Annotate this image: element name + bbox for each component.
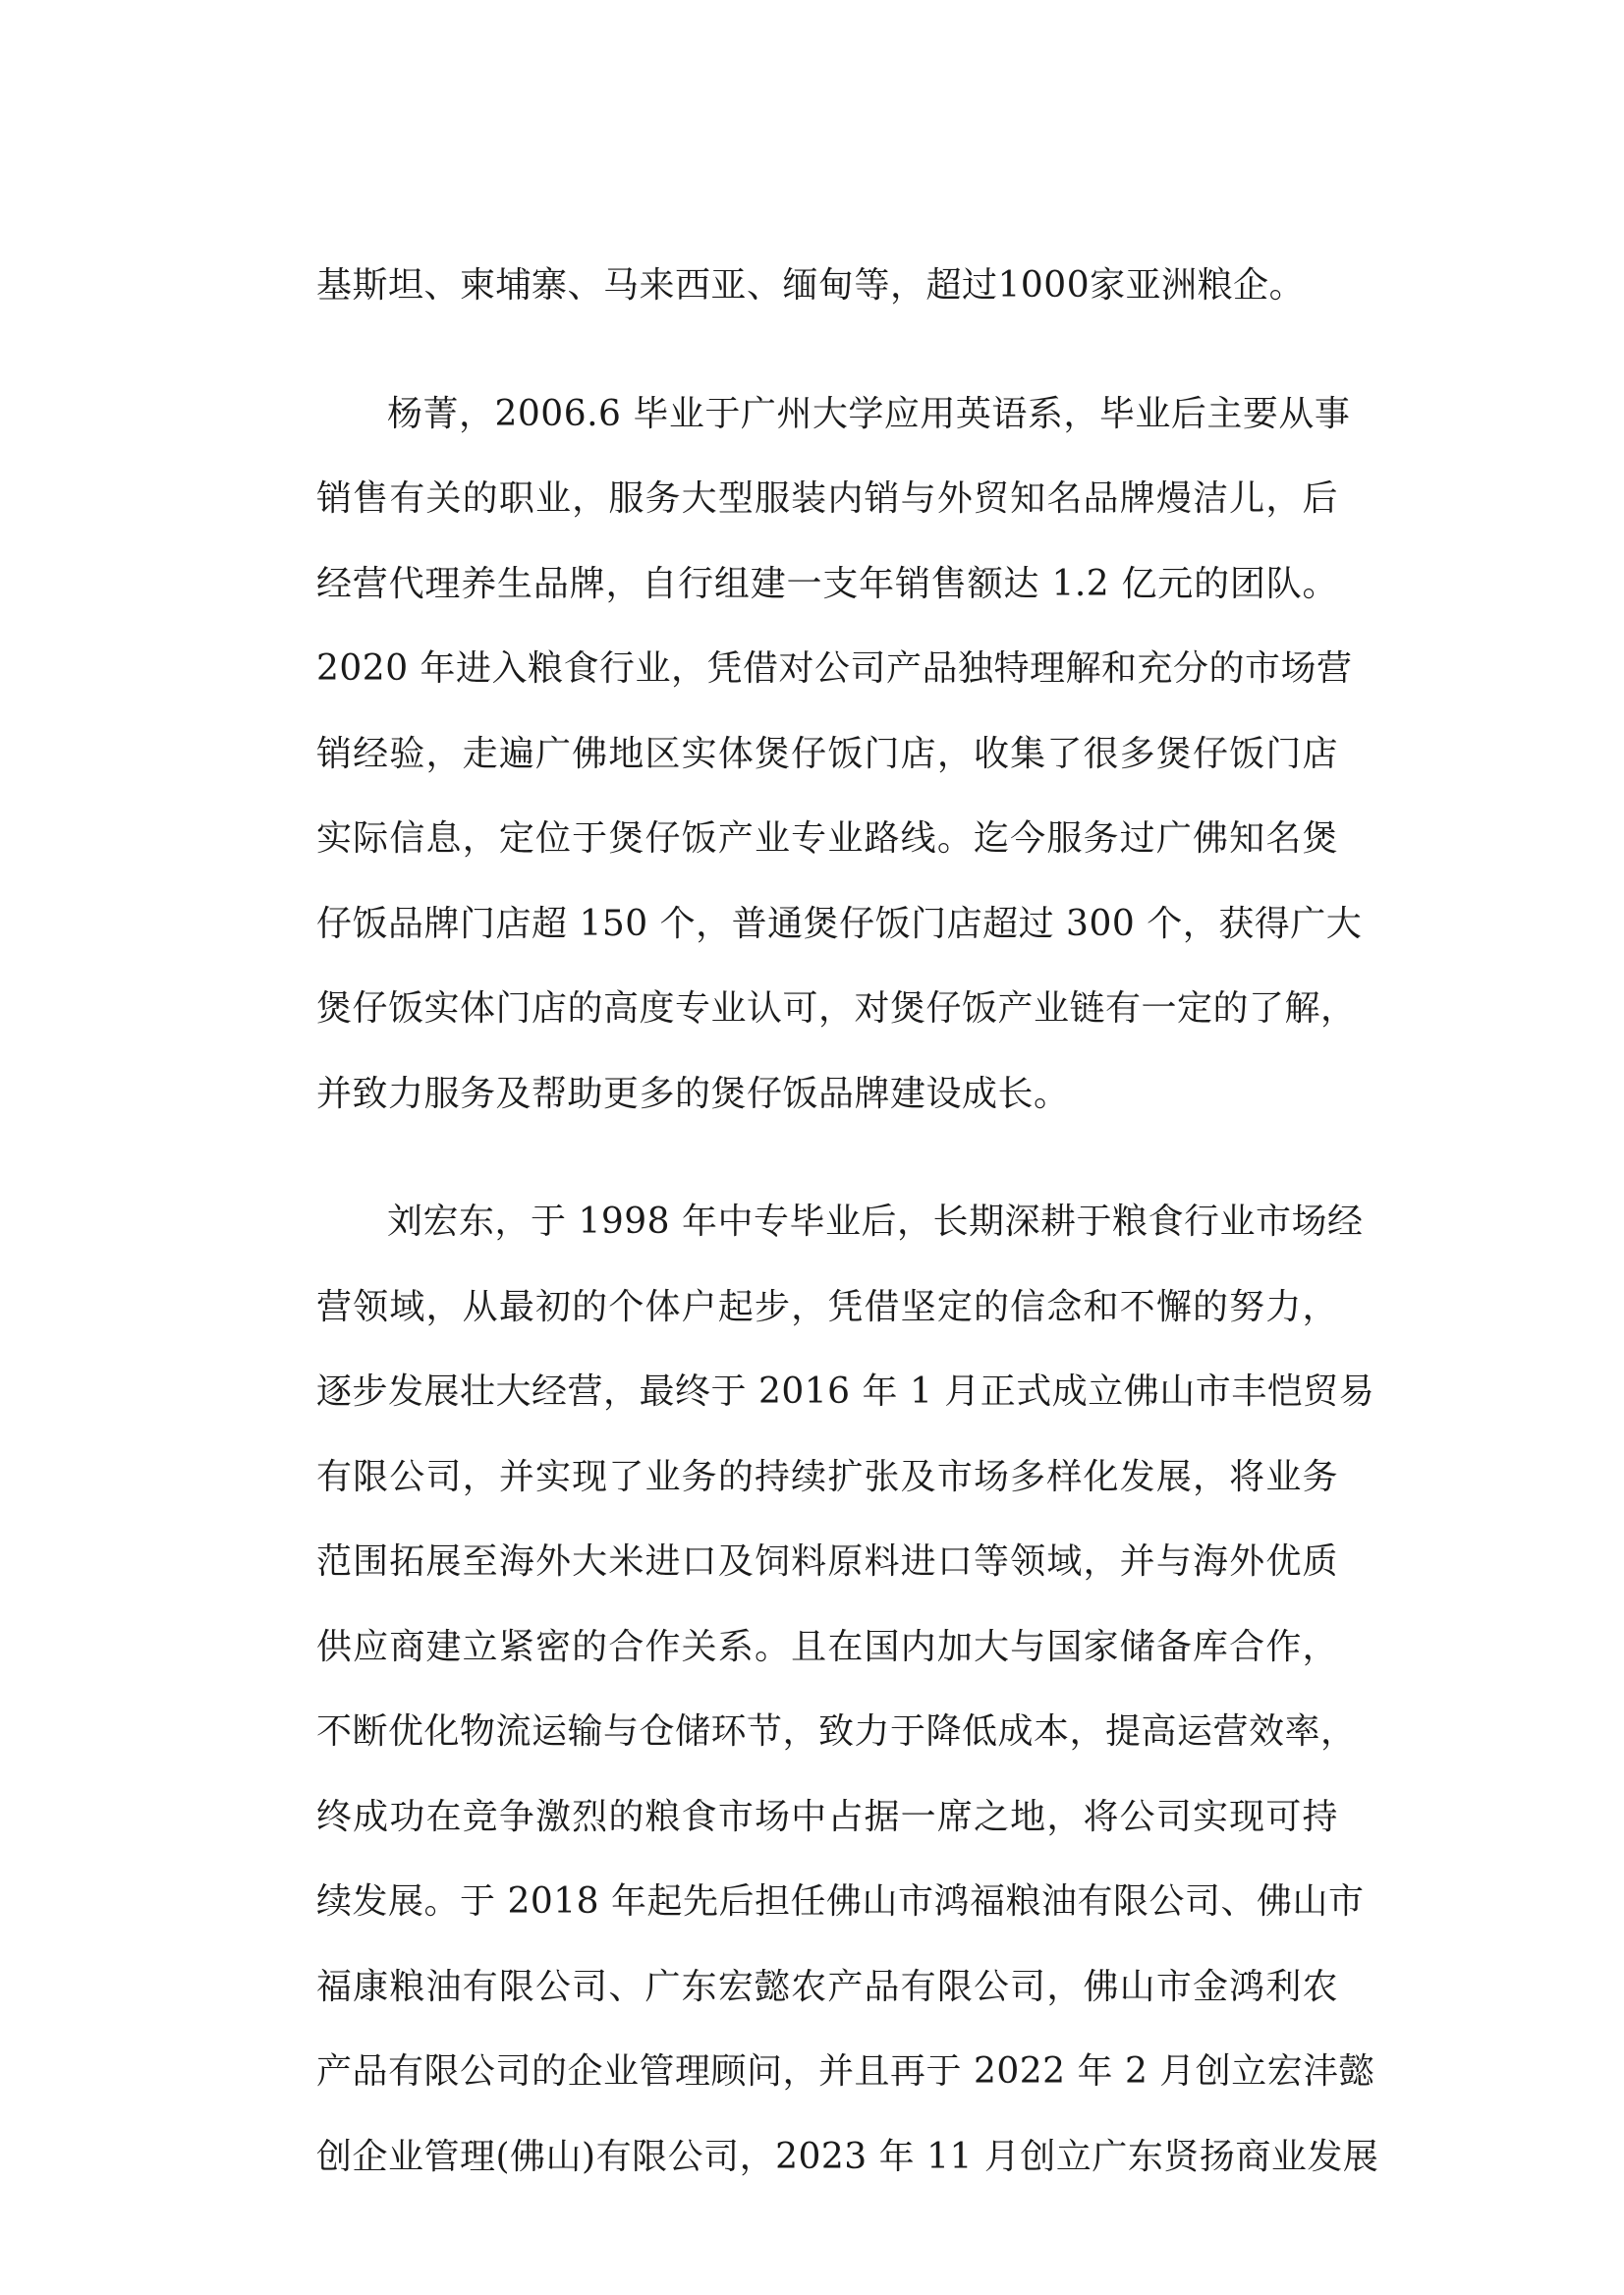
text-line: 创企业管理(佛山)有限公司，2023 年 11 月创立广东贤扬商业发展 <box>316 2136 1379 2177</box>
text-line: 销售有关的职业，服务大型服装内销与外贸知名品牌熳洁儿，后 <box>316 478 1338 519</box>
paragraph-liu-hongdong <box>316 1180 1379 2200</box>
paragraph-gap <box>316 1137 1338 1180</box>
text-line: 杨菁，2006.6 毕业于广州大学应用英语系，毕业后主要从事 <box>387 393 1351 434</box>
text-line: 逐步发展壮大经营，最终于 2016 年 1 月正式成立佛山市丰恺贸易 <box>316 1371 1375 1412</box>
text-line: 2020 年进入粮食行业，凭借对公司产品独特理解和充分的市场营 <box>316 648 1353 689</box>
text-line: 产品有限公司的企业管理顾问，并且再于 2022 年 2 月创立宏沣懿 <box>316 2051 1375 2092</box>
text-line: 范围拓展至海外大米进口及饲料原料进口等领域，并与海外优质 <box>316 1541 1338 1582</box>
text-line: 经营代理养生品牌，自行组建一支年销售额达 1.2 亿元的团队。 <box>316 563 1338 604</box>
text-line: 煲仔饭实体门店的高度专业认可，对煲仔饭产业链有一定的了解， <box>316 988 1357 1029</box>
text-line: 有限公司，并实现了业务的持续扩张及市场多样化发展，将业务 <box>316 1456 1338 1497</box>
text-line: 供应商建立紧密的合作关系。且在国内加大与国家储备库合作， <box>316 1626 1338 1667</box>
text-line: 销经验，走遍广佛地区实体煲仔饭门店，收集了很多煲仔饭门店 <box>316 733 1338 774</box>
text-line: 实际信息，定位于煲仔饭产业专业路线。迄今服务过广佛知名煲 <box>316 818 1338 859</box>
text-line: 营领域，从最初的个体户起步，凭借坚定的信念和不懈的努力， <box>316 1286 1338 1327</box>
text-line: 仔饭品牌门店超 150 个，普通煲仔饭门店超过 300 个，获得广大 <box>316 903 1363 944</box>
text-line: 福康粮油有限公司、广东宏懿农产品有限公司，佛山市金鸿利农 <box>316 1966 1338 2007</box>
text-line: 并致力服务及帮助更多的煲仔饭品牌建设成长。 <box>316 1073 1070 1114</box>
text-line: 基斯坦、柬埔寨、马来西亚、缅甸等，超过1000家亚洲粮企。 <box>316 265 1306 306</box>
document-body <box>316 244 1379 2200</box>
text-line: 终成功在竞争激烈的粮食市场中占据一席之地，将公司实现可持 <box>316 1796 1338 1837</box>
text-line: 续发展。于 2018 年起先后担任佛山市鸿福粮油有限公司、佛山市 <box>316 1881 1365 1922</box>
paragraph-gap <box>316 329 1338 372</box>
paragraph-yang-jing <box>316 372 1363 1138</box>
text-line: 不断优化物流运输与仓储环节，致力于降低成本，提高运营效率， <box>316 1711 1357 1752</box>
text-line: 刘宏东，于 1998 年中专毕业后，长期深耕于粮食行业市场经 <box>387 1202 1364 1242</box>
